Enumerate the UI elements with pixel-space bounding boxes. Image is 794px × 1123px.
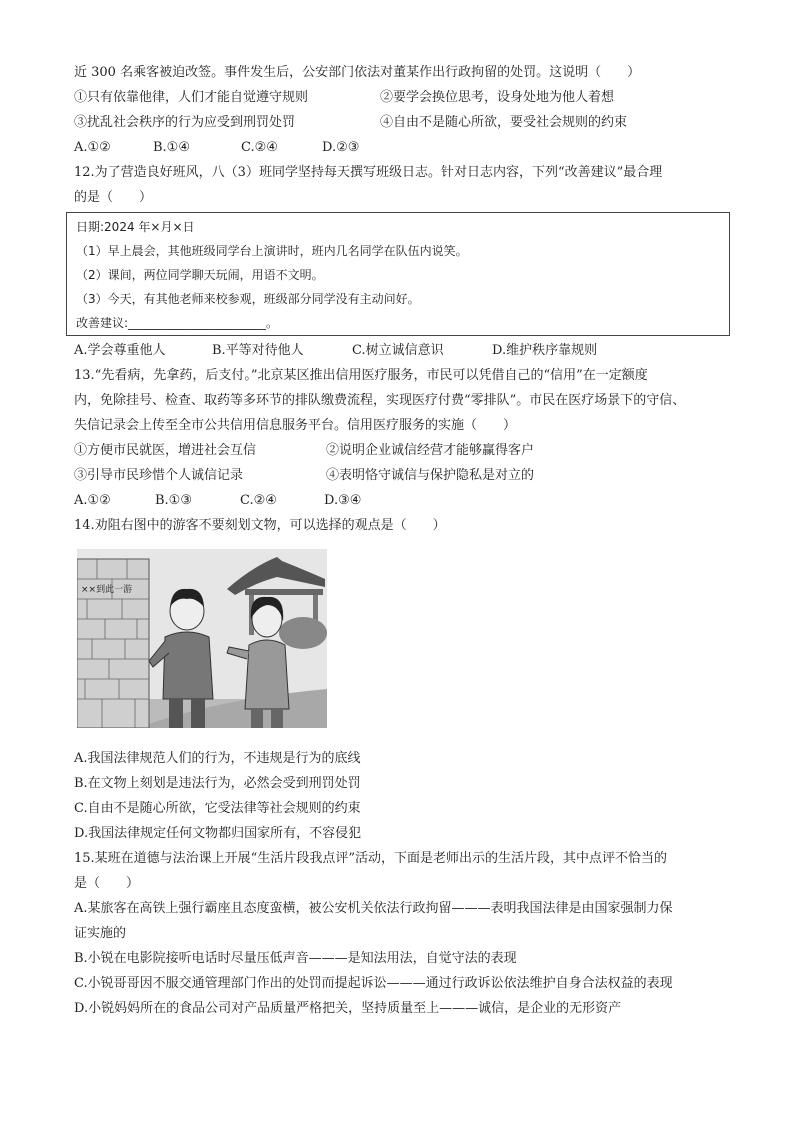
q11-choice-c: C.②④ xyxy=(241,140,278,155)
q14-option-a: A.我国法律规范人们的行为，不违规是行为的底线 xyxy=(74,751,361,766)
q15-option-a-line2: 证实施的 xyxy=(74,926,127,941)
q11-option-1: ①只有依靠他律，人们才能自觉遵守规则 xyxy=(74,90,309,105)
q15-option-d: D.小锐妈妈所在的食品公司对产品质量严格把关，坚持质量至上———诚信，是企业的无形资产 xyxy=(74,1001,622,1016)
q12-stem-line2: 的是（ ） xyxy=(74,190,153,205)
q11-option-3: ③扰乱社会秩序的行为应受到刑罚处罚 xyxy=(74,115,296,130)
q13-option-4: ④表明恪守诚信与保护隐私是对立的 xyxy=(326,468,535,483)
q11-option-2: ②要学会换位思考，设身处地为他人着想 xyxy=(380,90,615,105)
q12-choice-b: B.平等对待他人 xyxy=(212,343,304,358)
q12-choice-d: D.维护秩序靠规则 xyxy=(492,343,598,358)
log-entry-2: （2）课间，两位同学聊天玩闹，用语不文明。 xyxy=(76,268,324,282)
log-entry-1: （1）早上晨会，其他班级同学台上演讲时，班内几名同学在队伍内说笑。 xyxy=(76,244,468,258)
q13-option-1: ①方便市民就医，增进社会互信 xyxy=(74,443,257,458)
tourist-illustration xyxy=(77,549,327,728)
class-log-box xyxy=(66,212,730,336)
q13-choice-c: C.②④ xyxy=(240,493,277,508)
wall-graffiti-text: ××到此一游 xyxy=(81,585,133,595)
q11-choice-b: B.①④ xyxy=(153,140,190,155)
q15-stem-line1: 15.某班在道德与法治课上开展“生活片段我点评”活动，下面是老师出示的生活片段，其中点评不恰当的 xyxy=(74,851,667,866)
q15-option-c: C.小锐哥哥因不服交通管理部门作出的处罚而提起诉讼———通过行政诉讼依法维护自身合法权益的表现 xyxy=(74,976,673,991)
q11-option-4: ④自由不是随心所欲，要受社会规则的约束 xyxy=(380,115,628,130)
q13-option-3: ③引导市民珍惜个人诚信记录 xyxy=(74,468,244,483)
illustration-svg xyxy=(77,549,327,728)
q13-stem-line2: 内，免除挂号、检查、取药等多环节的排队缴费流程，实现医疗付费“零排队”。市民在医疗场景下的守信、 xyxy=(74,393,686,408)
q13-stem-line3: 失信记录会上传至全市公共信用信息服务平台。信用医疗服务的实施（ ） xyxy=(74,418,517,433)
q13-choice-a: A.①② xyxy=(74,493,111,508)
q11-choice-d: D.②③ xyxy=(322,140,360,155)
q13-choice-d: D.③④ xyxy=(324,493,362,508)
q12-choice-a: A.学会尊重他人 xyxy=(74,343,166,358)
q11-stem: 近 300 名乘客被迫改签。事件发生后，公安部门依法对董某作出行政拘留的处罚。这说明（ ） xyxy=(74,65,641,80)
q15-option-b: B.小锐在电影院接听电话时尽量压低声音———是知法用法，自觉守法的表现 xyxy=(74,951,517,966)
q13-stem-line1: 13.“先看病，先拿药，后支付。”北京某区推出信用医疗服务，市民可以凭借自己的“信用”在一定额度 xyxy=(74,368,648,383)
q15-stem-line2: 是（ ） xyxy=(74,876,140,891)
q14-option-d: D.我国法律规定任何文物都归国家所有，不容侵犯 xyxy=(74,826,362,841)
q15-option-a-line1: A.某旅客在高铁上强行霸座且态度蛮横，被公安机关依法行政拘留———表明我国法律是由国家强制力保 xyxy=(74,901,673,916)
q14-stem: 14.劝阻右图中的游客不要刻划文物，可以选择的观点是（ ） xyxy=(74,518,446,533)
q12-stem-line1: 12.为了营造良好班风，八（3）班同学坚持每天撰写班级日志。针对日志内容，下列“改善建议”最合理 xyxy=(74,165,663,180)
q14-option-c: C.自由不是随心所欲，它受法律等社会规则的约束 xyxy=(74,801,361,816)
q13-option-2: ②说明企业诚信经营才能够赢得客户 xyxy=(326,443,535,458)
q12-choice-c: C.树立诚信意识 xyxy=(352,343,444,358)
q11-choice-a: A.①② xyxy=(74,140,111,155)
q13-choice-b: B.①③ xyxy=(155,493,192,508)
log-entry-3: （3）今天，有其他老师来校参观，班级部分同学没有主动问好。 xyxy=(76,292,420,306)
log-suggestion: 改善建议:_______________________。 xyxy=(76,316,279,330)
q14-option-b: B.在文物上刻划是违法行为，必然会受到刑罚处罚 xyxy=(74,776,361,791)
log-date: 日期:2024 年×月×日 xyxy=(76,220,195,234)
